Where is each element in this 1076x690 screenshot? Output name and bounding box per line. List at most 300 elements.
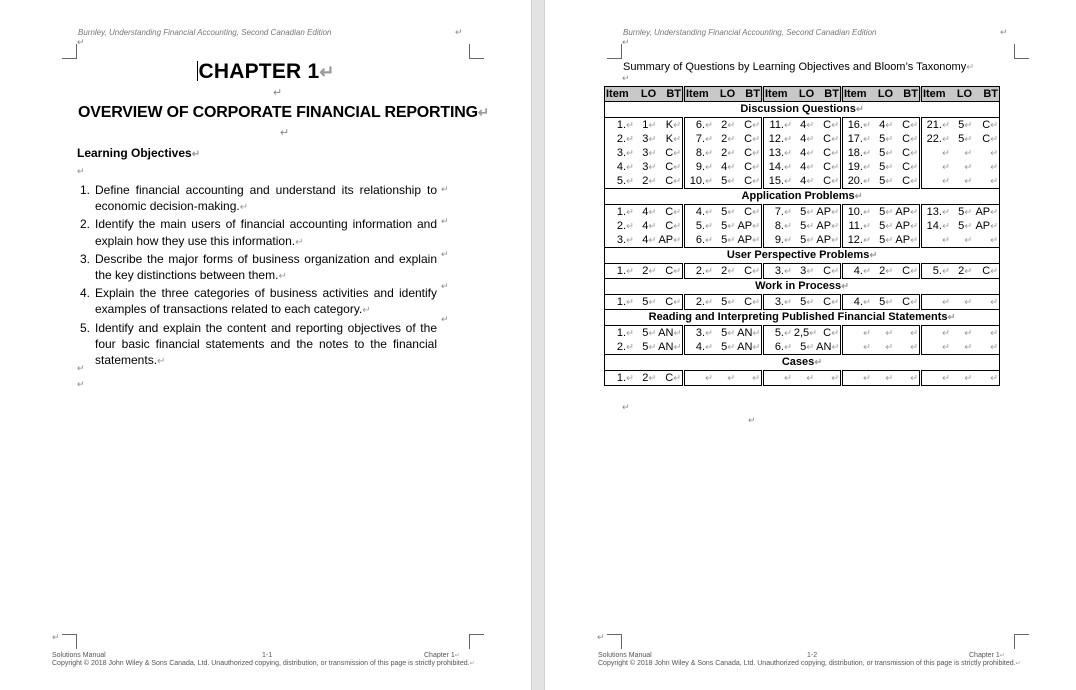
lo-cell: ↵ xyxy=(964,147,973,158)
objective-text: Identify the main users of financial accounting information and explain how they use this information. xyxy=(95,217,437,248)
lo-cell: 2↵ xyxy=(714,264,736,279)
item-cell: 8.↵ xyxy=(774,219,792,232)
paragraph-mark: ↵ xyxy=(455,27,463,37)
column-header: LO xyxy=(872,87,894,102)
lo-cell: 5↵ xyxy=(635,295,657,310)
lo-cell: 5↵ xyxy=(793,233,815,248)
item-cell: 9.↵ xyxy=(695,160,713,173)
chapter-subtitle: OVERVIEW OF CORPORATE FINANCIAL REPORTING↵ xyxy=(78,104,490,121)
margin-corner-mark xyxy=(1014,634,1029,649)
lo-cell: 2↵ xyxy=(635,371,657,386)
objective-number: 2. xyxy=(80,217,91,232)
item-cell: 1.↵ xyxy=(605,118,635,133)
paragraph-mark: ↵ xyxy=(157,356,166,368)
paragraph-mark: ↵ xyxy=(362,305,371,317)
bt-cell: ↵ xyxy=(973,174,999,189)
section-header-row xyxy=(605,310,1000,326)
lo-cell: 5↵ xyxy=(793,295,815,310)
section-title: Application Problems↵ xyxy=(605,189,1000,205)
margin-corner-mark xyxy=(62,44,77,59)
margin-corner-mark xyxy=(62,634,77,649)
item-cell: ↵ xyxy=(941,161,950,172)
lo-cell: ↵ xyxy=(951,295,973,310)
bt-cell: C↵ xyxy=(657,160,683,174)
paragraph-mark: ↵ xyxy=(295,236,304,248)
lo-cell: 2↵ xyxy=(721,132,736,145)
item-cell: ↵ xyxy=(920,233,950,248)
table-row xyxy=(605,326,1000,341)
lo-cell: 5↵ xyxy=(642,326,657,339)
item-cell: 2.↵ xyxy=(605,219,635,233)
lo-cell: 5↵ xyxy=(714,340,736,355)
objective-text: Identify and explain the content and reporting objectives of the four basic financial statements and the notes to the financial statements. xyxy=(95,320,437,368)
footer-right: Chapter 1↵ xyxy=(969,652,1005,659)
section-title: Discussion Questions↵ xyxy=(605,102,1000,118)
bt-cell: C↵ xyxy=(657,205,683,220)
bt-cell: ↵ xyxy=(894,340,920,355)
lo-cell: ↵ xyxy=(951,340,973,355)
lo-cell: 3↵ xyxy=(642,160,657,173)
item-cell: 4.↵ xyxy=(605,160,635,174)
item-cell: 7.↵ xyxy=(695,132,713,145)
copyright-notice: Copyright © 2018 John Wiley & Sons Canada, Ltd. Unauthorized copying, distribution, or transmission of this page is strictly prohibited.↵ xyxy=(52,660,475,667)
bt-cell: ↵ xyxy=(973,371,999,386)
column-header: LO xyxy=(635,87,657,102)
item-cell: 18.↵ xyxy=(847,146,871,159)
lo-cell: 1↵ xyxy=(642,118,657,131)
table-row xyxy=(605,160,1000,174)
lo-cell: 5↵ xyxy=(879,146,894,159)
section-title: Reading and Interpreting Published Financial Statements↵ xyxy=(605,310,1000,326)
bt-cell: C↵ xyxy=(973,118,999,133)
section-title: Work in Process↵ xyxy=(605,279,1000,295)
column-header: LO xyxy=(793,87,815,102)
bt-cell: AN↵ xyxy=(815,340,841,355)
item-cell: ↵ xyxy=(841,340,871,355)
paragraph-mark: ↵ xyxy=(622,37,630,47)
bt-cell: C↵ xyxy=(736,132,762,146)
bt-cell: C↵ xyxy=(815,174,841,189)
item-cell: ↵ xyxy=(920,340,950,355)
lo-cell: 4↵ xyxy=(635,233,657,248)
item-cell: 6.↵ xyxy=(683,233,713,248)
column-header: BT xyxy=(894,87,920,102)
lo-cell: 5↵ xyxy=(958,219,973,232)
lo-cell: 4↵ xyxy=(800,132,815,145)
item-cell: 5.↵ xyxy=(920,264,950,279)
bt-cell: C↵ xyxy=(894,160,920,174)
bt-cell: C↵ xyxy=(894,146,920,160)
objective-number: 5. xyxy=(80,320,91,335)
objective-number: 4. xyxy=(80,286,91,301)
bt-cell: C↵ xyxy=(815,326,841,341)
bt-cell: C↵ xyxy=(657,295,683,310)
column-header: BT xyxy=(657,87,683,102)
bt-cell: C↵ xyxy=(815,264,841,279)
bt-cell: AP↵ xyxy=(657,233,683,248)
table-row xyxy=(605,118,1000,133)
lo-cell: ↵ xyxy=(951,174,973,189)
lo-cell: 2↵ xyxy=(635,174,657,189)
paragraph-mark: ↵ xyxy=(77,37,85,47)
item-cell: 8.↵ xyxy=(695,146,713,159)
margin-corner-mark xyxy=(469,634,484,649)
lo-cell: 5↵ xyxy=(872,295,894,310)
summary-table-title: Summary of Questions by Learning Objectives and Bloom’s Taxonomy↵ xyxy=(623,61,975,73)
paragraph-mark: ↵ xyxy=(441,249,449,259)
item-cell: 6.↵ xyxy=(695,118,713,131)
lo-cell: ↵ xyxy=(872,371,894,386)
bt-cell: K↵ xyxy=(657,132,683,146)
bt-cell: C↵ xyxy=(815,132,841,146)
bt-cell: C↵ xyxy=(894,264,920,279)
lo-cell: 5↵ xyxy=(714,295,736,310)
text-cursor xyxy=(197,61,198,81)
learning-objective-item xyxy=(80,182,437,216)
footer-left: Solutions Manual xyxy=(52,652,106,659)
paragraph-mark: ↵ xyxy=(273,87,283,99)
table-row xyxy=(605,205,1000,220)
bt-cell: C↵ xyxy=(736,295,762,310)
bt-cell: C↵ xyxy=(815,160,841,174)
bt-cell: AP↵ xyxy=(973,219,999,233)
lo-cell: 4↵ xyxy=(721,160,736,173)
lo-cell: 5↵ xyxy=(800,219,815,232)
paragraph-mark: ↵ xyxy=(1000,27,1008,37)
bt-cell: K↵ xyxy=(657,118,683,133)
lo-cell: 5↵ xyxy=(872,174,894,189)
bt-cell: C↵ xyxy=(815,295,841,310)
bt-cell: ↵ xyxy=(894,326,920,341)
bt-cell: ↵ xyxy=(973,146,999,160)
item-cell: 13.↵ xyxy=(926,205,950,218)
item-cell: 2.↵ xyxy=(605,132,635,146)
item-cell: 13.↵ xyxy=(768,146,792,159)
item-cell: ↵ xyxy=(683,371,713,386)
item-cell: 5.↵ xyxy=(774,326,792,339)
bt-cell: C↵ xyxy=(657,146,683,160)
lo-cell: 4↵ xyxy=(800,146,815,159)
bt-cell: AP↵ xyxy=(815,219,841,233)
table-row xyxy=(605,233,1000,248)
bt-cell: C↵ xyxy=(894,118,920,133)
item-cell: 16.↵ xyxy=(847,118,871,131)
lo-cell: ↵ xyxy=(793,371,815,386)
lo-cell: 5↵ xyxy=(714,174,736,189)
bt-cell: C↵ xyxy=(894,132,920,146)
learning-objective-item xyxy=(80,216,437,250)
lo-cell: 5↵ xyxy=(721,205,736,218)
bt-cell: C↵ xyxy=(736,146,762,160)
document-page-1 xyxy=(0,0,531,690)
item-cell: 5.↵ xyxy=(605,174,635,189)
bt-cell: ↵ xyxy=(973,160,999,174)
running-header: Burnley, Understanding Financial Accounting, Second Canadian Edition xyxy=(623,28,877,37)
learning-objective-item xyxy=(80,320,437,371)
item-cell: ↵ xyxy=(941,327,950,338)
paragraph-mark: ↵ xyxy=(52,632,60,642)
item-cell: 15.↵ xyxy=(762,174,792,189)
paragraph-mark: ↵ xyxy=(622,402,630,412)
bt-cell: AP↵ xyxy=(894,233,920,248)
chapter-title[interactable]: CHAPTER 1↵ xyxy=(198,60,335,83)
bt-cell: AP↵ xyxy=(894,219,920,233)
item-cell: ↵ xyxy=(762,371,792,386)
lo-cell: 5↵ xyxy=(879,219,894,232)
item-cell: 10.↵ xyxy=(683,174,713,189)
item-cell: ↵ xyxy=(941,147,950,158)
item-cell: 4.↵ xyxy=(683,340,713,355)
lo-cell: 4↵ xyxy=(800,160,815,173)
item-cell: 3.↵ xyxy=(762,295,792,310)
lo-cell: 5↵ xyxy=(793,340,815,355)
item-cell: 14.↵ xyxy=(768,160,792,173)
bt-cell: AP↵ xyxy=(894,205,920,220)
lo-cell: 5↵ xyxy=(721,219,736,232)
lo-cell: 4↵ xyxy=(642,205,657,218)
column-header: Item xyxy=(841,87,871,102)
bt-cell: ↵ xyxy=(973,295,999,310)
learning-objective-item xyxy=(80,251,437,285)
lo-cell: ↵ xyxy=(951,233,973,248)
lo-cell: 3↵ xyxy=(642,146,657,159)
bt-cell: AP↵ xyxy=(736,233,762,248)
bt-cell: ↵ xyxy=(815,371,841,386)
section-header-row xyxy=(605,189,1000,205)
column-header: BT xyxy=(973,87,999,102)
bt-cell: C↵ xyxy=(973,264,999,279)
item-cell: 17.↵ xyxy=(847,132,871,145)
bt-cell: C↵ xyxy=(657,174,683,189)
item-cell: 1.↵ xyxy=(605,205,635,220)
bt-cell: C↵ xyxy=(736,160,762,174)
section-header-row xyxy=(605,102,1000,118)
table-row xyxy=(605,340,1000,355)
item-cell: 22.↵ xyxy=(926,132,950,145)
paragraph-mark: ↵ xyxy=(77,379,85,389)
lo-cell: 5↵ xyxy=(721,326,736,339)
bt-cell: AN↵ xyxy=(657,326,683,341)
bt-cell: C↵ xyxy=(657,371,683,386)
bt-cell: AP↵ xyxy=(815,233,841,248)
bt-cell: C↵ xyxy=(815,118,841,133)
lo-cell: 5↵ xyxy=(800,205,815,218)
section-header-row xyxy=(605,279,1000,295)
item-cell: ↵ xyxy=(920,174,950,189)
bt-cell: C↵ xyxy=(736,174,762,189)
item-cell: 12.↵ xyxy=(768,132,792,145)
column-header: BT xyxy=(736,87,762,102)
bt-cell: C↵ xyxy=(736,118,762,133)
column-header: Item xyxy=(920,87,950,102)
lo-cell: 2↵ xyxy=(721,118,736,131)
table-row xyxy=(605,264,1000,279)
paragraph-mark: ↵ xyxy=(441,281,449,291)
item-cell: 21.↵ xyxy=(926,118,950,131)
section-title: Cases↵ xyxy=(605,355,1000,371)
bt-cell: ↵ xyxy=(973,340,999,355)
item-cell: 2.↵ xyxy=(683,264,713,279)
lo-cell: 4↵ xyxy=(793,174,815,189)
footer-page-number: 1-1 xyxy=(262,652,273,659)
paragraph-mark: ↵ xyxy=(748,415,756,425)
item-cell: 3.↵ xyxy=(695,326,713,339)
paragraph-mark: ↵ xyxy=(597,632,605,642)
lo-cell: 5↵ xyxy=(958,205,973,218)
lo-cell: ↵ xyxy=(964,327,973,338)
bt-cell: AN↵ xyxy=(736,326,762,341)
lo-cell: 5↵ xyxy=(958,132,973,145)
bt-cell: C↵ xyxy=(815,146,841,160)
bt-cell: C↵ xyxy=(973,132,999,146)
column-header: BT xyxy=(815,87,841,102)
bt-cell: ↵ xyxy=(894,371,920,386)
table-row xyxy=(605,371,1000,386)
lo-cell: ↵ xyxy=(885,327,894,338)
bt-cell: AP↵ xyxy=(736,219,762,233)
item-cell: 20.↵ xyxy=(841,174,871,189)
bt-cell: C↵ xyxy=(657,264,683,279)
bt-cell: C↵ xyxy=(894,174,920,189)
table-row xyxy=(605,295,1000,310)
item-cell: 1.↵ xyxy=(605,264,635,279)
paragraph-mark: ↵ xyxy=(441,314,449,324)
lo-cell: ↵ xyxy=(951,371,973,386)
item-cell: 9.↵ xyxy=(762,233,792,248)
bt-cell: C↵ xyxy=(894,295,920,310)
paragraph-mark: ↵ xyxy=(278,271,287,283)
page-gap xyxy=(531,0,545,690)
table-header-row xyxy=(605,87,1000,102)
margin-corner-mark xyxy=(469,44,484,59)
item-cell: 2.↵ xyxy=(605,340,635,355)
paragraph-mark: ↵ xyxy=(239,202,249,214)
item-cell: 5.↵ xyxy=(695,219,713,232)
item-cell: 3.↵ xyxy=(605,233,635,248)
footer-right: Chapter 1↵ xyxy=(424,652,460,659)
lo-cell: ↵ xyxy=(714,371,736,386)
item-cell: 2.↵ xyxy=(683,295,713,310)
column-header: LO xyxy=(714,87,736,102)
lo-cell: ↵ xyxy=(872,340,894,355)
lo-cell: 5↵ xyxy=(879,160,894,173)
item-cell: ↵ xyxy=(920,371,950,386)
column-header: LO xyxy=(951,87,973,102)
item-cell: 4.↵ xyxy=(695,205,713,218)
margin-corner-mark xyxy=(607,44,622,59)
section-header-row xyxy=(605,355,1000,371)
bt-cell: ↵ xyxy=(736,371,762,386)
table-row xyxy=(605,174,1000,189)
learning-objective-item xyxy=(80,285,437,319)
table-row xyxy=(605,132,1000,146)
section-header-row xyxy=(605,248,1000,264)
bt-cell: AP↵ xyxy=(973,205,999,220)
paragraph-mark: ↵ xyxy=(280,127,290,139)
item-cell: 7.↵ xyxy=(774,205,792,218)
item-cell: ↵ xyxy=(841,371,871,386)
objective-text: Explain the three categories of business activities and identify examples of transactions related to each category. xyxy=(95,286,437,317)
copyright-notice: Copyright © 2018 John Wiley & Sons Canada, Ltd. Unauthorized copying, distribution, or transmission of this page is strictly prohibited.↵ xyxy=(598,660,1021,667)
lo-cell: 2↵ xyxy=(872,264,894,279)
lo-cell: 2↵ xyxy=(721,146,736,159)
lo-cell: 2,5↵ xyxy=(793,326,817,339)
bt-cell: AP↵ xyxy=(815,205,841,220)
bt-cell: C↵ xyxy=(736,264,762,279)
lo-cell: 5↵ xyxy=(958,118,973,131)
lo-cell: 5↵ xyxy=(872,233,894,248)
lo-cell: 5↵ xyxy=(879,205,894,218)
bt-cell: C↵ xyxy=(657,219,683,233)
item-cell: 3.↵ xyxy=(762,264,792,279)
lo-cell: 5↵ xyxy=(635,340,657,355)
item-cell: 1.↵ xyxy=(605,326,635,341)
questions-summary-table xyxy=(604,86,1000,386)
bt-cell: ↵ xyxy=(973,233,999,248)
objective-text: Describe the major forms of business organization and explain the key distinctions between them. xyxy=(95,251,437,283)
running-header: Burnley, Understanding Financial Accounting, Second Canadian Edition xyxy=(78,28,332,37)
footer-page-number: 1-2 xyxy=(807,652,818,659)
bt-cell: ↵ xyxy=(973,326,999,341)
paragraph-mark: ↵ xyxy=(77,363,85,373)
column-header: Item xyxy=(683,87,713,102)
item-cell: 11.↵ xyxy=(848,219,871,232)
lo-cell: 5↵ xyxy=(879,132,894,145)
lo-cell: 4↵ xyxy=(642,219,657,232)
lo-cell: 5↵ xyxy=(714,233,736,248)
margin-corner-mark xyxy=(607,634,622,649)
objective-number: 1. xyxy=(80,183,91,197)
objective-text: Define financial accounting and understand its relationship to economic decision-making. xyxy=(95,183,437,214)
bt-cell: C↵ xyxy=(736,205,762,220)
paragraph-mark: ↵ xyxy=(77,166,85,176)
column-header: Item xyxy=(605,87,635,102)
bt-cell: AN↵ xyxy=(736,340,762,355)
lo-cell: 4↵ xyxy=(800,118,815,131)
objective-number: 3. xyxy=(80,251,91,266)
item-cell: 4.↵ xyxy=(841,295,871,310)
bt-cell: AN↵ xyxy=(657,340,683,355)
item-cell: 4.↵ xyxy=(841,264,871,279)
item-cell: 1.↵ xyxy=(605,371,635,386)
lo-cell: 3↵ xyxy=(642,132,657,145)
column-header: Item xyxy=(762,87,792,102)
paragraph-mark: ↵ xyxy=(622,73,630,83)
learning-objectives-list xyxy=(80,182,437,370)
item-cell: 19.↵ xyxy=(847,160,871,173)
learning-objectives-heading: Learning Objectives↵ xyxy=(77,146,201,160)
item-cell: 12.↵ xyxy=(841,233,871,248)
item-cell: 14.↵ xyxy=(926,219,950,232)
item-cell: 1.↵ xyxy=(605,295,635,310)
item-cell: ↵ xyxy=(862,327,871,338)
item-cell: ↵ xyxy=(920,295,950,310)
lo-cell: 3↵ xyxy=(793,264,815,279)
lo-cell: 4↵ xyxy=(879,118,894,131)
paragraph-mark: ↵ xyxy=(441,216,449,226)
item-cell: 11.↵ xyxy=(769,118,792,131)
margin-corner-mark xyxy=(1014,44,1029,59)
lo-cell: 2↵ xyxy=(951,264,973,279)
item-cell: 3.↵ xyxy=(605,146,635,160)
table-row xyxy=(605,219,1000,233)
lo-cell: 2↵ xyxy=(635,264,657,279)
footer-left: Solutions Manual xyxy=(598,652,652,659)
lo-cell: ↵ xyxy=(964,161,973,172)
section-title: User Perspective Problems↵ xyxy=(605,248,1000,264)
item-cell: 10.↵ xyxy=(847,205,871,218)
item-cell: 6.↵ xyxy=(762,340,792,355)
